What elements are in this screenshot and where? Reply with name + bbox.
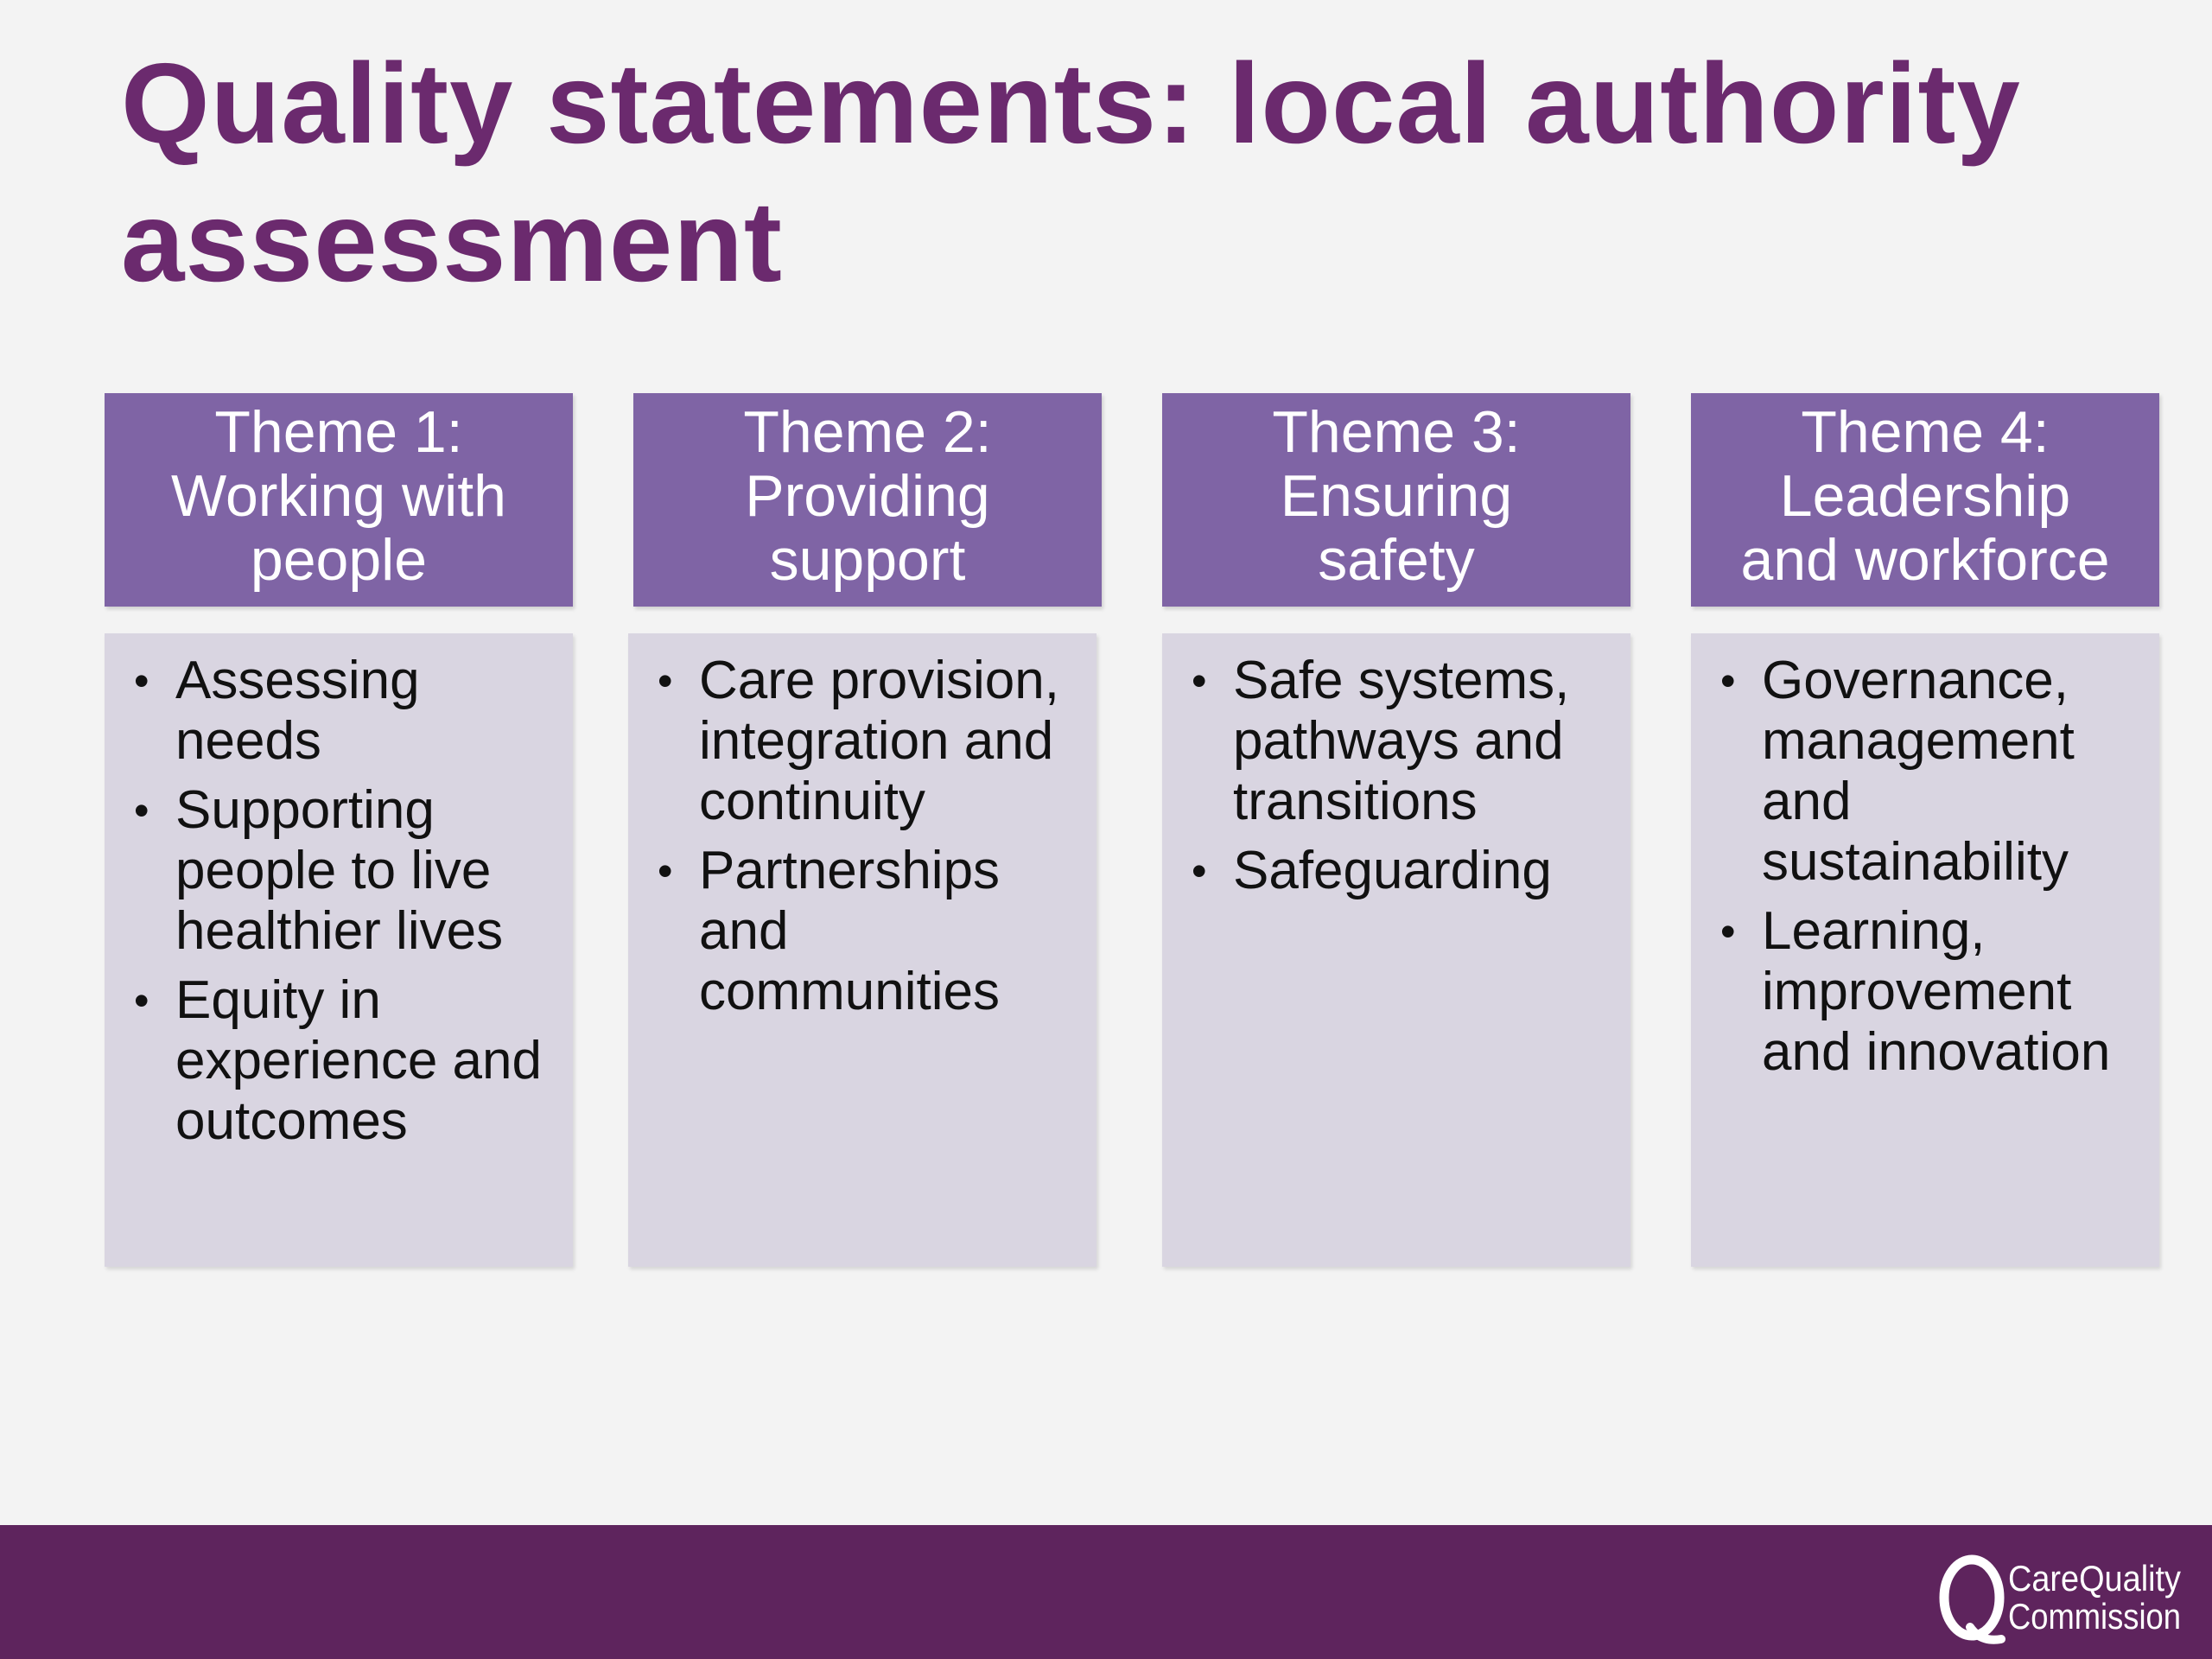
bullet-icon: • [134,976,149,1025]
theme-3-list [1192,651,1613,901]
footer-bar [0,1525,2212,1659]
theme-2-header [633,393,1102,607]
list-item [134,970,556,1152]
list-item-text: Care provision, integration and continuity [699,651,1059,831]
list-item-text: Safeguarding [1233,841,1552,900]
list-item-text: Safe systems, pathways and transitions [1233,651,1570,831]
theme-1-header-line: people [250,527,428,593]
logo-text-line1: CareQuality [2008,1558,2181,1599]
bullet-icon: • [1192,657,1207,705]
cqc-logo [1927,1544,2186,1648]
q-logo-icon [1944,1560,2001,1640]
bullet-icon: • [658,657,673,705]
theme-4-body [1691,633,2159,1267]
list-item-text: Governance, management and sustainability [1762,651,2075,892]
list-item [1192,841,1613,901]
list-item [1192,651,1613,832]
theme-3-header [1162,393,1630,607]
theme-3-header-line: Theme 3: [1272,399,1521,465]
list-item [658,651,1079,832]
list-item [1720,901,2142,1083]
bullet-icon: • [134,657,149,705]
theme-2-header-line: support [769,527,966,593]
list-item [658,841,1079,1022]
list-item-text: Learning, improvement and innovation [1762,901,2111,1082]
theme-1-header-line: Theme 1: [214,399,463,465]
theme-2-list [658,651,1079,1022]
theme-4-list [1720,651,2142,1083]
list-item [134,651,556,772]
list-item [1720,651,2142,893]
theme-1-body [105,633,573,1267]
bullet-icon: • [1720,907,1736,956]
page-title: Quality statements: local authority assessment [121,40,2021,305]
theme-2-header-line: Providing [745,463,990,529]
theme-1-header-line: Working with [171,463,506,529]
bullet-icon: • [134,786,149,835]
bullet-icon: • [1192,847,1207,895]
theme-4-header [1691,393,2159,607]
logo-text-line2: Commission [2008,1596,2181,1637]
theme-1-list [134,651,556,1152]
list-item-text: Equity in experience and outcomes [175,970,542,1151]
list-item-text: Partnerships and communities [699,841,1001,1021]
theme-3-header-line: Ensuring [1280,463,1513,529]
list-item-text: Assessing needs [175,651,420,771]
theme-2-body [628,633,1096,1267]
bullet-icon: • [658,847,673,895]
theme-3-header-line: safety [1318,527,1475,593]
list-item-text: Supporting people to live healthier lives [175,780,504,961]
bullet-icon: • [1720,657,1736,705]
theme-3-body [1162,633,1630,1267]
theme-4-header-line: Leadership [1779,463,2071,529]
theme-2-header-line: Theme 2: [743,399,992,465]
theme-4-header-line: Theme 4: [1801,399,2050,465]
theme-4-header-line: and workforce [1740,527,2110,593]
list-item [134,780,556,962]
theme-1-header [105,393,573,607]
